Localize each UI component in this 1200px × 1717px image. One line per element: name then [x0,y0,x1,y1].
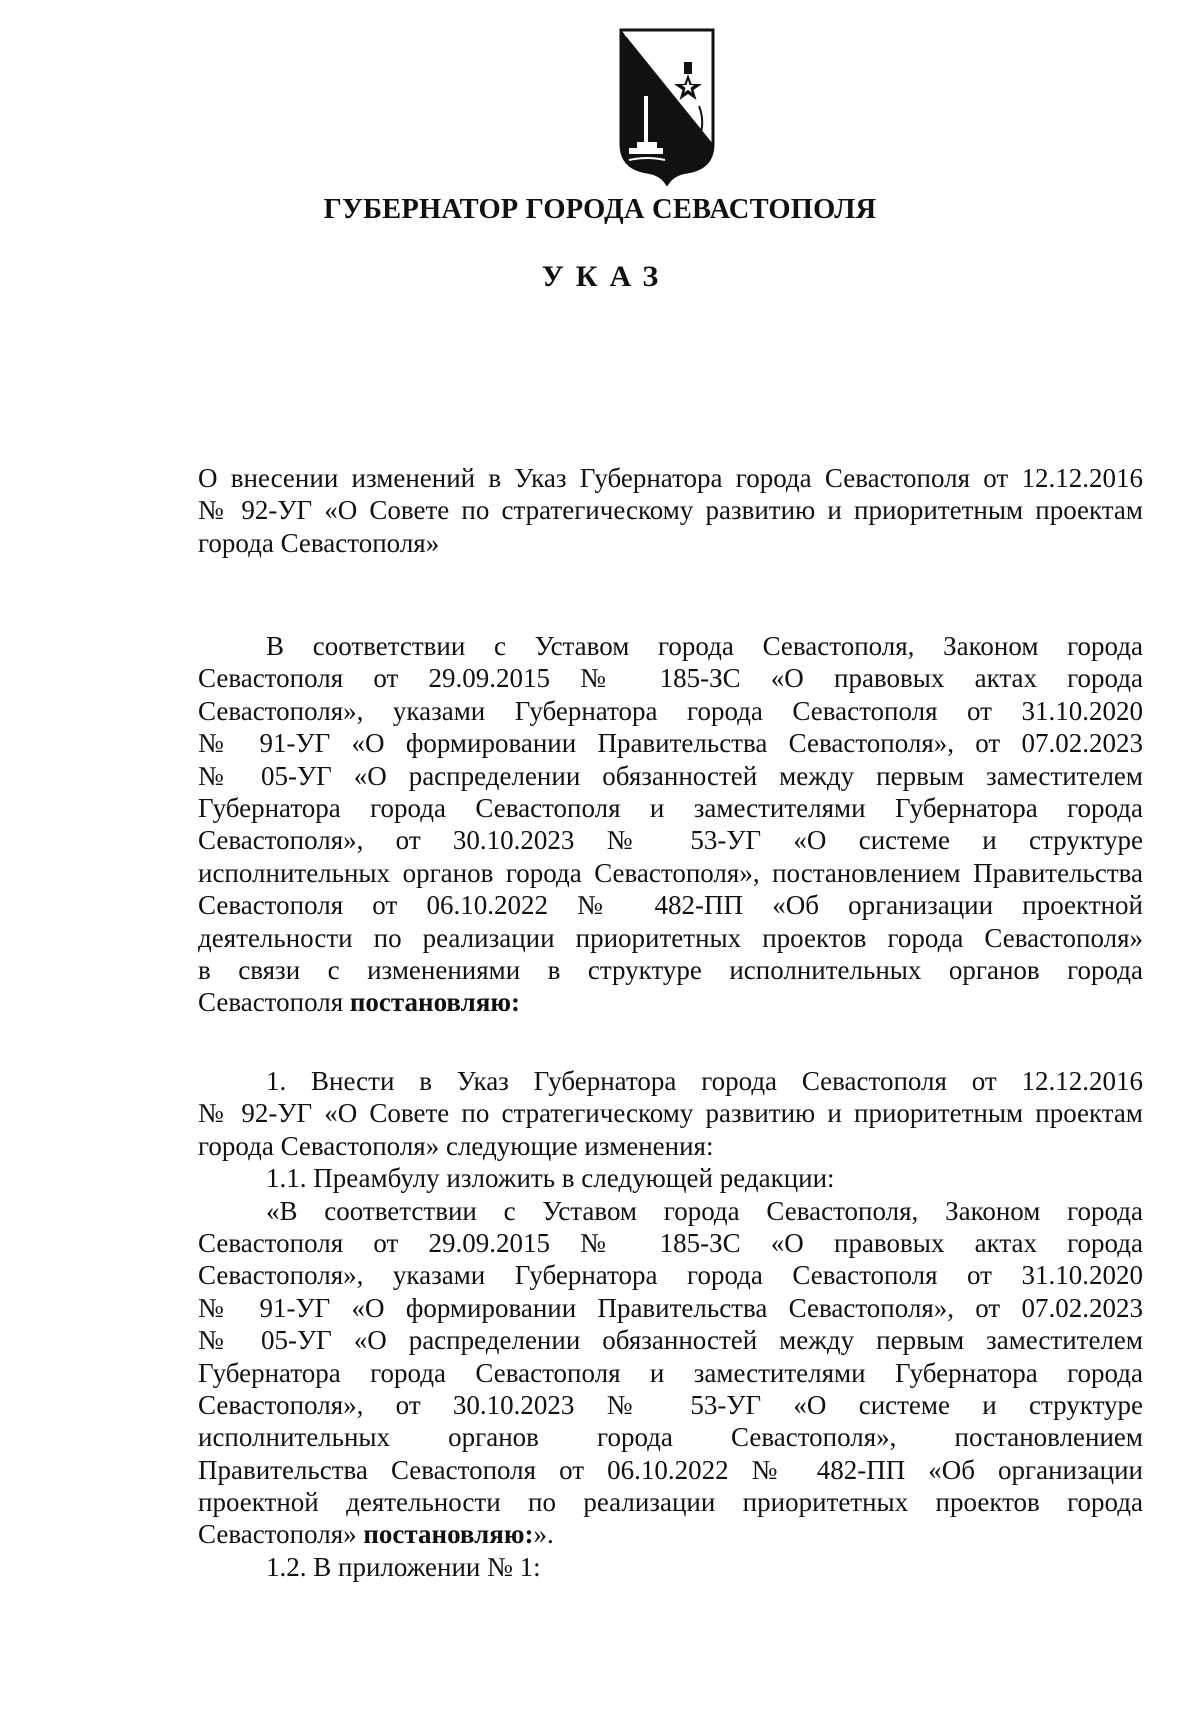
document-type: УКАЗ [541,260,671,293]
preamble-last-text: Севастополя [198,987,344,1018]
clause-1-2-heading: 1.2. В приложении № 1: [266,1551,541,1582]
quoted-preamble-line: № 91-УГ «О формировании Правительства Севастополя», от 07.02.2023 [198,1292,1143,1323]
preamble-line: Севастополя», указами Губернатора города Севастополя от 31.10.2020 [198,695,1143,726]
preamble-line: исполнительных органов города Севастополя», постановлением Правительства [198,857,1143,888]
title-line: О внесении изменений в Указ Губернатора города Севастополя от 12.12.2016 [198,463,1143,493]
preamble-line: № 91-УГ «О формировании Правительства Севастополя», от 07.02.2023 [198,728,1143,759]
quoted-preamble-line: Губернатора города Севастополя и заместителями Губернатора города [198,1357,1143,1388]
title-line: № 92-УГ «О Совете по стратегическому развитию и приоритетным проектам [198,495,1143,526]
preamble-paragraph [198,630,1143,1019]
title-line: города Севастополя» [198,527,440,558]
quoted-preamble-line [198,1518,1143,1550]
quoted-preamble-line: Севастополя», от 30.10.2023 № 53-УГ «О системе и структуре [198,1389,1143,1420]
clause-line: № 92-УГ «О Совете по стратегическому развитию и приоритетным проектам [198,1098,1143,1129]
preamble-line: деятельности по реализации приоритетных проектов города Севастополя» [198,922,1143,953]
coat-of-arms-emblem [617,26,717,186]
preamble-line: Севастополя от 29.09.2015 № 185-ЗС «О правовых актах города [198,663,1143,694]
quoted-preamble-line: исполнительных органов города Севастополя», постановлением [198,1422,1143,1453]
clause-line: города Севастополя» следующие изменения: [198,1130,714,1161]
quoted-closing: ». [533,1519,554,1550]
preamble-line: Севастополя от 06.10.2022 № 482-ПП «Об организации проектной [198,890,1143,921]
quoted-preamble-line: Севастополя», указами Губернатора города Севастополя от 31.10.2020 [198,1260,1143,1291]
preamble-line: № 05-УГ «О распределении обязанностей между первым заместителем [198,760,1143,791]
preamble-line: В соответствии с Уставом города Севастополя, Законом города [266,631,1143,661]
quoted-preamble-line: Севастополя от 29.09.2015 № 185-ЗС «О правовых актах города [198,1227,1143,1258]
clause-1-1-heading: 1.1. Преамбулу изложить в следующей редакции: [266,1163,835,1194]
resolution-word: постановляю: [349,987,520,1018]
quoted-preamble-line: проектной деятельности по реализации приоритетных проектов города [198,1487,1143,1518]
preamble-line: Губернатора города Севастополя и заместителями Губернатора города [198,792,1143,823]
document-title [198,462,1143,559]
issuer-title: ГУБЕРНАТОР ГОРОДА СЕВАСТОПОЛЯ [323,194,877,225]
quoted-preamble-line: № 05-УГ «О распределении обязанностей между первым заместителем [198,1325,1143,1356]
clause-1 [198,1065,1143,1583]
preamble-line: в связи с изменениями в структуре исполнительных органов города [198,954,1143,985]
preamble-line [198,986,1143,1018]
quoted-preamble-line: «В соответствии с Уставом города Севастополя, Законом города [266,1195,1143,1226]
preamble-line: Севастополя», от 30.10.2023 № 53-УГ «О системе и структуре [198,825,1143,856]
quoted-resolution-word: постановляю: [363,1519,534,1550]
quoted-last-text: Севастополя» [198,1519,357,1550]
clause-line: 1. Внести в Указ Губернатора города Севастополя от 12.12.2016 [266,1066,1143,1096]
quoted-preamble-line: Правительства Севастополя от 06.10.2022 № 482-ПП «Об организации [198,1454,1143,1485]
